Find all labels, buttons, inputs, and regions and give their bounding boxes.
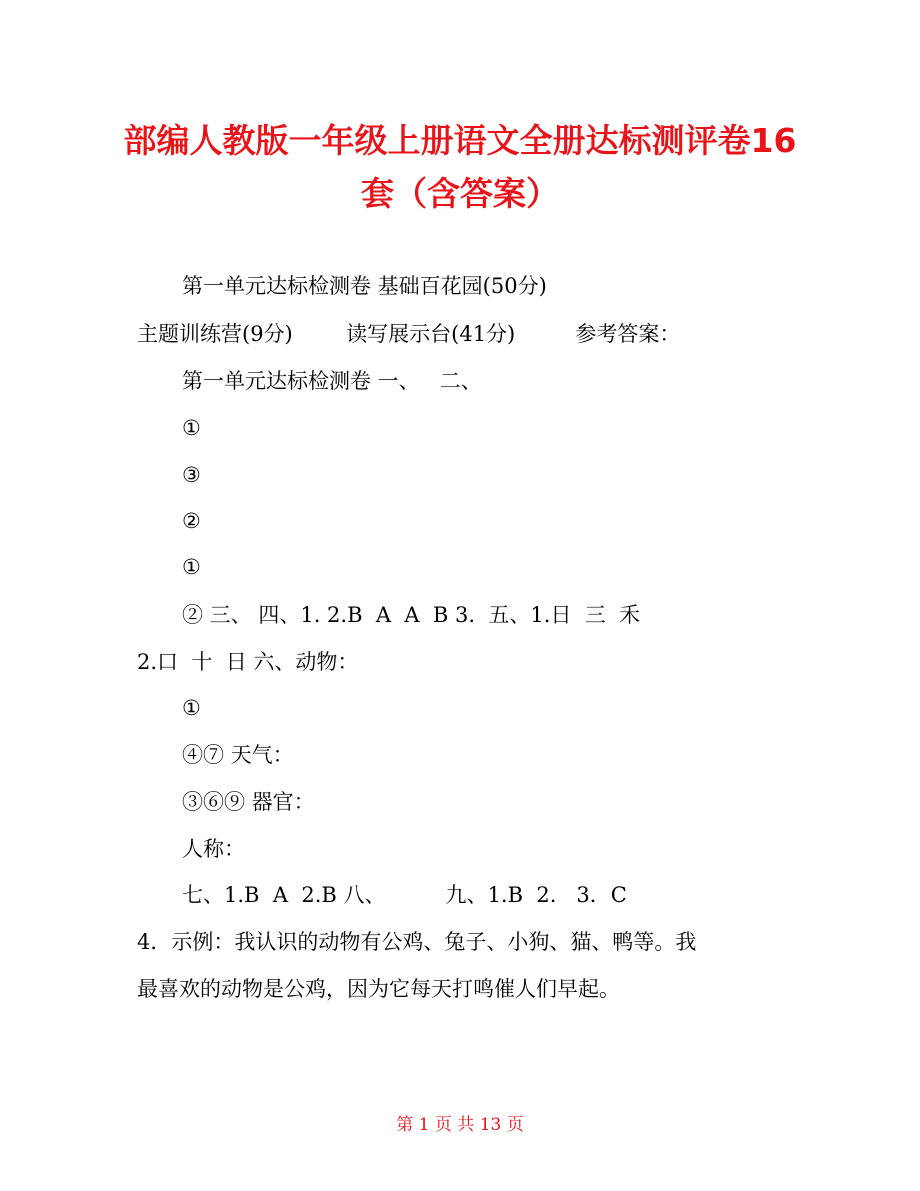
text-line: ① bbox=[182, 416, 201, 440]
text-line: ④⑦ 天气： bbox=[182, 743, 294, 767]
text-line: ② 三、 四、1. 2.B A A B 3. 五、1.日 三 禾 bbox=[182, 603, 641, 627]
text-line: 七、1.B A 2.B 八、 九、1.B 2. 3．C bbox=[182, 883, 627, 907]
text-line: ③ bbox=[182, 463, 201, 487]
document-title-line-2: 套（含答案） bbox=[361, 174, 559, 213]
document-title-line-1: 部编人教版一年级上册语文全册达标测评卷16 bbox=[123, 121, 797, 160]
text-line: 人称： bbox=[182, 837, 245, 861]
page-number-footer: 第 1 页 共 13 页 bbox=[396, 1115, 524, 1135]
text-line: 第一单元达标检测卷 一、 二、 bbox=[182, 369, 482, 393]
text-line: ① bbox=[182, 696, 201, 720]
text-line: 2.口 十 日 六、动物： bbox=[137, 650, 359, 674]
text-line: 最喜欢的动物是公鸡，因为它每天打鸣催人们早起。 bbox=[137, 977, 620, 1001]
text-line: 4．示例：我认识的动物有公鸡、兔子、小狗、猫、鸭等。我 bbox=[137, 930, 697, 954]
text-line: 主题训练营(9分) 读写展示台(41分) 参考答案： bbox=[137, 322, 681, 346]
text-line: ③⑥⑨ 器官： bbox=[182, 790, 315, 814]
text-line: 第一单元达标检测卷 基础百花园(50分) bbox=[182, 274, 547, 298]
text-line: ② bbox=[182, 509, 201, 533]
text-line: ① bbox=[182, 555, 201, 579]
